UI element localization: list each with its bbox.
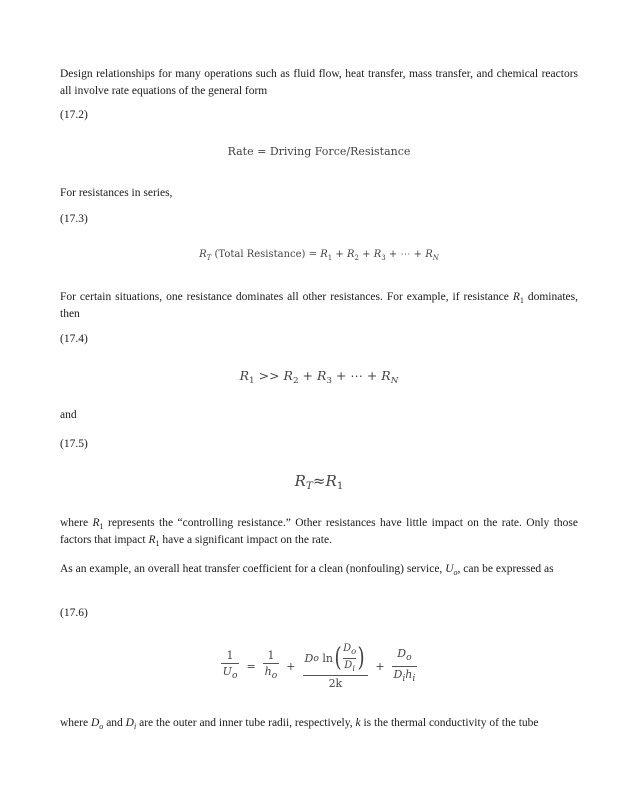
paragraph-intro: Design relationships for many operations such as fluid flow, heat transfer, mass transfer, and chemical reactors all involve rate equations of the general form [60, 68, 578, 97]
equation-number-17-4: (17.4) [60, 333, 88, 345]
paragraph-and: and [60, 409, 77, 421]
frac-inside-film: $\frac{D_o}{D_ih_i}$ [393, 647, 416, 684]
equation-17-2-text: Rate = Driving Force/Resistance [227, 145, 411, 158]
paragraph-series: For resistances in series, [60, 187, 173, 199]
paragraph-where-radii: where $D_o$ and $D_i$ are the outer and inner tube radii, respectively, k is the thermal conductivity of the tube [60, 717, 539, 731]
document-page [60, 0, 578, 800]
paragraph-controlling: where $R_1$ represents the “controlling resistance.” Other resistances have little impact on the rate. Only those factors that impact $R_1$ have a significant impact on the rate. [60, 517, 579, 548]
equation-number-17-5: (17.5) [60, 438, 88, 450]
frac-wall-resistance: D o ln ( $\frac{D_o}{D_i}$ ) 2k [303, 643, 369, 690]
equation-number-17-3: (17.3) [60, 213, 88, 225]
paragraph-dominates: For certain situations, one resistance dominates all other resistances. For example, if resistance $R_1$ dominates, then [60, 291, 578, 320]
paragraph-heat-transfer: As an example, an overall heat transfer coefficient for a clean (nonfouling) service, $U_o$, can be expressed as [60, 563, 554, 577]
frac-one-over-Uo: $\frac{1}{U_o}$ [222, 649, 238, 682]
equation-17-4: $R_1 >> R_2 + R_3$ + ⋯ + $R_N$ [239, 368, 399, 386]
equation-number-17-2: (17.2) [60, 109, 88, 121]
equation-number-17-6: (17.6) [60, 607, 88, 619]
equation-17-5: $R_T\approx R_1$ [294, 472, 344, 492]
equation-17-3: $R_T$ (Total Resistance) = $R_1 + R_2 + R_3$ + ⋯ + $R_N$ [199, 249, 439, 262]
equation-17-2 [60, 145, 578, 158]
equation-17-6: $\frac{1}{U_o}$ = $\frac{1}{h_o}$ + D o ln ( $\frac{D_o}{D_i}$ ) 2k + $\frac{D_o}{D_ih_i}$ [222, 642, 416, 690]
frac-one-over-ho: $\frac{1}{h_o}$ [264, 649, 278, 682]
